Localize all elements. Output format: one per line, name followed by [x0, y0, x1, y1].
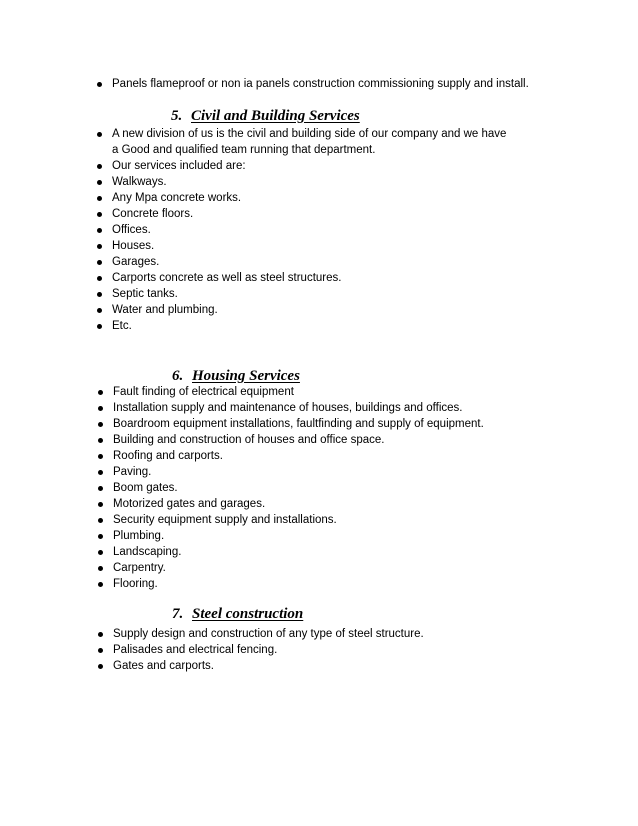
civil-services-list [112, 126, 512, 334]
list-item: Garages. [112, 254, 512, 270]
list-item: Walkways. [112, 174, 512, 190]
list-item: Etc. [112, 318, 512, 334]
list-item: Septic tanks. [112, 286, 512, 302]
list-item: Gates and carports. [113, 658, 583, 674]
list-item: Offices. [112, 222, 512, 238]
list-item: Plumbing. [113, 528, 583, 544]
list-item: Boom gates. [113, 480, 583, 496]
section-heading-steel [172, 605, 303, 623]
list-item: Panels flameproof or non ia panels construction commissioning supply and install. [112, 76, 572, 92]
list-item: Roofing and carports. [113, 448, 583, 464]
list-item: Carpentry. [113, 560, 583, 576]
list-item: Concrete floors. [112, 206, 512, 222]
section-number: 5. [171, 108, 183, 124]
list-item: Water and plumbing. [112, 302, 512, 318]
intro-list [112, 76, 572, 92]
steel-construction-list [113, 626, 583, 674]
list-item: Boardroom equipment installations, faultfinding and supply of equipment. [113, 416, 583, 432]
section-heading-housing [172, 367, 300, 385]
list-item: Supply design and construction of any type of steel structure. [113, 626, 583, 642]
list-item: Our services included are: [112, 158, 512, 174]
section-number: 6. [172, 368, 184, 384]
list-item: Motorized gates and garages. [113, 496, 583, 512]
list-item: A new division of us is the civil and building side of our company and we have a Good and qualified team running that department. [112, 126, 512, 158]
section-title: Steel construction [192, 606, 304, 622]
section-number: 7. [172, 606, 184, 622]
list-item: Any Mpa concrete works. [112, 190, 512, 206]
list-item: Landscaping. [113, 544, 583, 560]
list-item: Flooring. [113, 576, 583, 592]
list-item: Installation supply and maintenance of houses, buildings and offices. [113, 400, 583, 416]
list-item: Security equipment supply and installations. [113, 512, 583, 528]
section-heading-civil [171, 107, 360, 125]
list-item: Palisades and electrical fencing. [113, 642, 583, 658]
list-item: Building and construction of houses and office space. [113, 432, 583, 448]
section-title: Housing Services [192, 368, 300, 384]
list-item: Houses. [112, 238, 512, 254]
list-item: Fault finding of electrical equipment [113, 384, 583, 400]
housing-services-list [113, 384, 583, 592]
list-item: Carports concrete as well as steel structures. [112, 270, 512, 286]
list-item: Paving. [113, 464, 583, 480]
section-title: Civil and Building Services [191, 108, 360, 124]
